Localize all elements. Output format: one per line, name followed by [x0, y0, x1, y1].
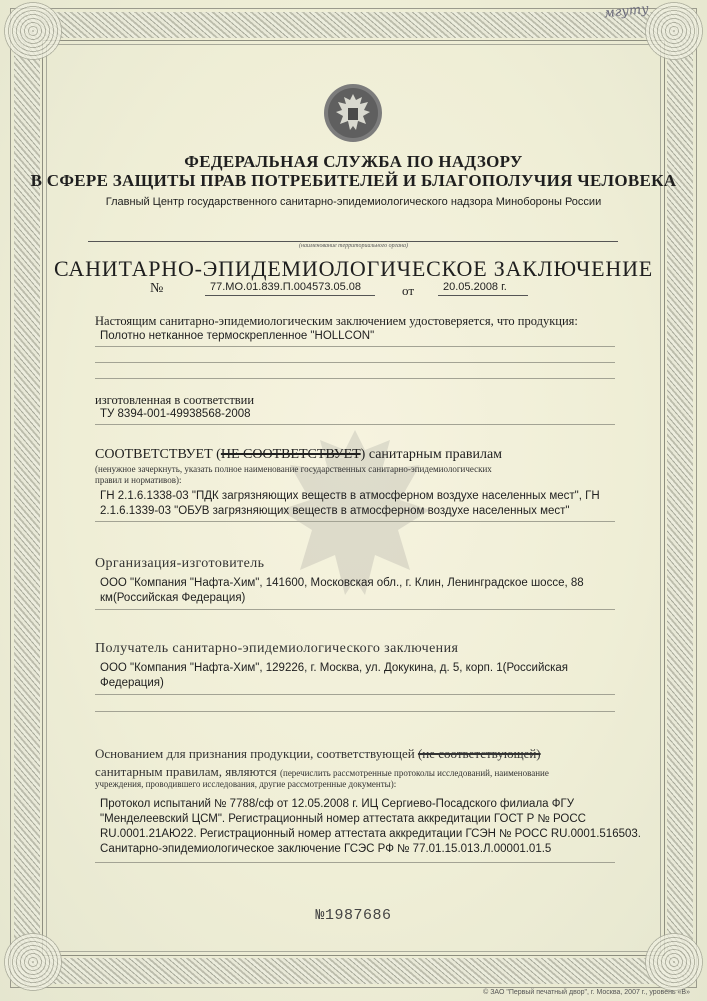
number-underline [205, 295, 375, 296]
serial-number: №1987686 [315, 907, 392, 924]
paren-close: ) санитарным правилам [360, 447, 503, 462]
rule-line [95, 694, 615, 695]
basis-line1 [95, 746, 541, 762]
corner-ornament-top-right [645, 2, 703, 60]
date-underline [438, 295, 528, 296]
recipient-heading: Получатель санитарно-эпидемиологического заключения [95, 641, 459, 656]
rules-line-1: ГН 2.1.6.1338-03 "ПДК загрязняющих веществ в атмосферном воздухе населенных мест", ГН [100, 490, 600, 502]
date-value: 20.05.2008 г. [443, 281, 507, 293]
corner-ornament-bottom-right [645, 933, 703, 991]
basis-line3: учреждения, проводившего исследования, другие рассмотренные документы): [95, 779, 397, 789]
made-value: ТУ 8394-001-49938568-2008 [100, 408, 251, 420]
manufacturer-line1: ООО "Компания "Нафта-Хим", 141600, Московская обл., г. Клин, Ленинградское шоссе, 88 [100, 577, 584, 589]
agency-title-line1: ФЕДЕРАЛЬНАЯ СЛУЖБА ПО НАДЗОРУ [184, 152, 523, 171]
manufacturer-heading: Организация-изготовитель [95, 556, 265, 571]
agency-title-line2: В СФЕРЕ ЗАЩИТЫ ПРАВ ПОТРЕБИТЕЛЕЙ И БЛАГОПОЛУЧИЯ ЧЕЛОВЕКА [30, 171, 677, 190]
basis-text-b: санитарным правилам, являются [95, 764, 280, 779]
rule-line [95, 711, 615, 712]
recipient-line1: ООО "Компания "Нафта-Хим", 129226, г. Москва, ул. Докукина, д. 5, корп. 1(Российская [100, 662, 569, 674]
basis-strike: (не соответствующей) [417, 746, 541, 761]
rule-line [95, 862, 615, 863]
rule-line [95, 346, 615, 347]
number-label: № [150, 281, 164, 296]
conformity-note-2: правил и нормативов): [95, 475, 182, 485]
conformity-note-1: (ненужное зачеркнуть, указать полное наименование государственных санитарно-эпидемиологических [95, 464, 492, 474]
issuer-caption: (наименование территориального органа) [299, 243, 408, 249]
product-name: Полотно нетканное термоскрепленное "HOLLCON" [100, 330, 375, 342]
rule-line [95, 424, 615, 425]
protocol-line4: Санитарно-эпидемиологическое заключение ГСЭС РФ № 77.01.15.013.Л.00001.01.5 [100, 843, 552, 855]
complies-text: СООТВЕТСТВУЕТ [95, 447, 213, 462]
rule-line [95, 521, 615, 522]
state-emblem-icon [322, 82, 384, 144]
not-complies-text: НЕ СООТВЕТСТВУЕТ [220, 447, 361, 462]
basis-text-a: Основанием для признания продукции, соответствующей [95, 746, 418, 761]
date-label: от [402, 283, 415, 298]
rule-line [95, 378, 615, 379]
recipient-line2: Федерация) [100, 677, 164, 689]
rules-line-2: 2.1.6.1339-03 "ОБУВ загрязняющих веществ в атмосферном воздухе населенных мест" [100, 505, 570, 517]
manufacturer-line2: км(Российская Федерация) [100, 592, 246, 604]
document-title: САНИТАРНО-ЭПИДЕМИОЛОГИЧЕСКОЕ ЗАКЛЮЧЕНИЕ [54, 256, 653, 281]
handwritten-note: мгуту [603, 1, 650, 22]
printer-imprint: © ЗАО "Первый печатный двор", г. Москва, 2007 г., уровень «В» [483, 989, 690, 996]
protocol-line2: "Менделеевский ЦСМ". Регистрационный номер аттестата аккредитации ГОСТ Р № РОСС [100, 813, 586, 825]
corner-ornament-top-left [4, 2, 62, 60]
paren-open: ( [212, 447, 221, 462]
rule-line [95, 609, 615, 610]
rule-line [95, 362, 615, 363]
number-value: 77.МО.01.839.П.004573.05.08 [210, 281, 362, 293]
basis-line2 [95, 764, 549, 780]
issuer-underline [88, 241, 618, 242]
conformity-line [95, 447, 502, 463]
corner-ornament-bottom-left [4, 933, 62, 991]
protocol-line3: RU.0001.21АЮ22. Регистрационный номер аттестата аккредитации ГСЭН № РОСС RU.0001.516503. [100, 828, 641, 840]
intro-text: Настоящим санитарно-эпидемиологическим заключением удостоверяется, что продукция: [95, 314, 578, 328]
protocol-line1: Протокол испытаний № 7788/сф от 12.05.2008 г. ИЦ Сергиево-Посадского филиала ФГУ [100, 798, 575, 810]
made-label: изготовленная в соответствии [95, 393, 255, 407]
basis-note: (перечислить рассмотренные протоколы исследований, наименование [280, 768, 549, 778]
issuing-center: Главный Центр государственного санитарно-эпидемиологического надзора Минобороны России [105, 196, 602, 208]
